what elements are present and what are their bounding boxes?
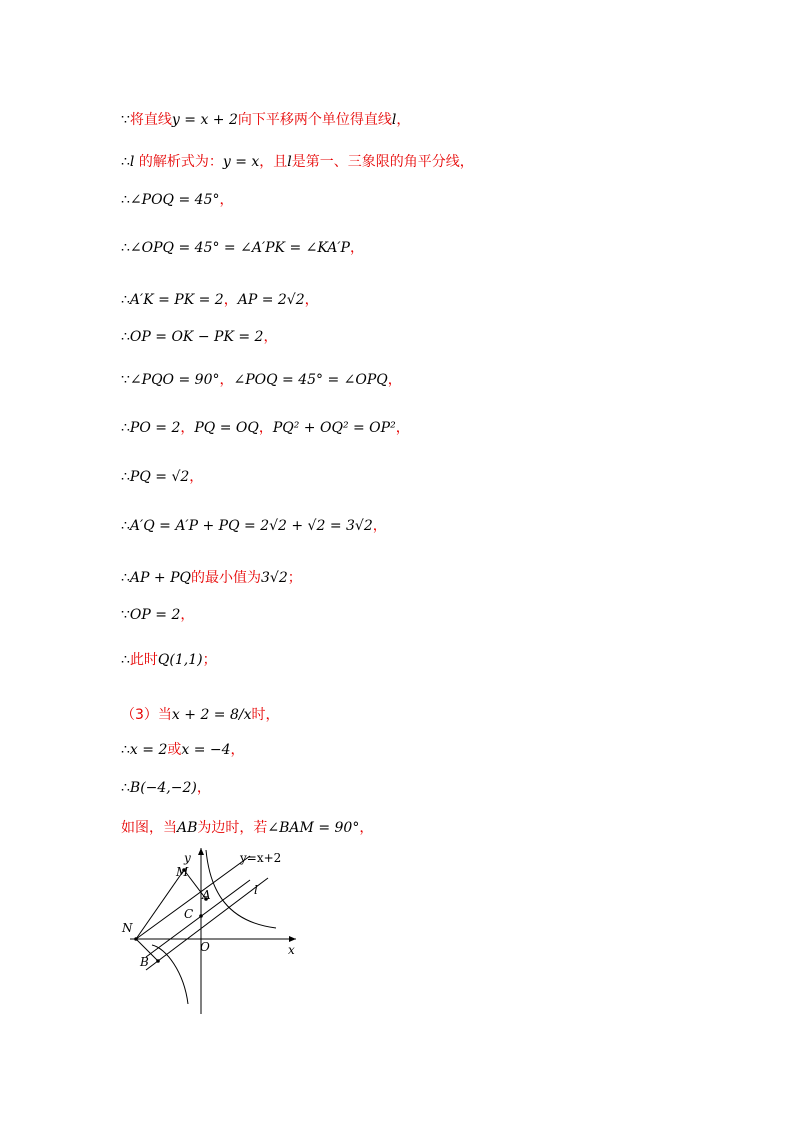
- logic-symbol: ∴: [121, 518, 130, 534]
- math-expression: PQ = OQ: [194, 420, 259, 436]
- math-expression: l: [129, 154, 135, 170]
- label-a: A: [202, 888, 211, 902]
- logic-symbol: ∴: [121, 154, 130, 170]
- math-expression: PQ² + OQ² = OP²: [272, 420, 396, 436]
- label-line-l: l: [254, 883, 258, 897]
- chinese-text: （3）当: [121, 707, 172, 723]
- chinese-text: 如图，当: [121, 820, 177, 836]
- math-expression: ∠BAM = 90°: [267, 820, 360, 836]
- logic-symbol: ∴: [121, 192, 130, 208]
- chinese-text: ，: [372, 518, 387, 534]
- math-expression: x + 2 = 8/x: [171, 707, 252, 723]
- text-line: [121, 605, 194, 625]
- math-expression: B(−4,−2): [129, 780, 197, 796]
- x-axis-arrow: [289, 936, 296, 942]
- chinese-text: ；: [287, 570, 302, 586]
- logic-symbol: ∴: [121, 292, 130, 308]
- logic-symbol: ∴: [121, 742, 130, 758]
- logic-symbol: ∴: [121, 240, 130, 256]
- chinese-text: 是第一、三象限的角平分线，: [291, 154, 474, 170]
- math-expression: ∠OPQ = 45° = ∠A′PK = ∠KA′P: [129, 240, 350, 256]
- math-expression: l: [287, 154, 292, 170]
- chinese-text: ，: [180, 420, 195, 436]
- text-line: [121, 740, 245, 760]
- math-expression: AB: [177, 820, 198, 836]
- text-line: [121, 290, 319, 310]
- chinese-text: ，: [304, 292, 319, 308]
- label-o: O: [200, 940, 210, 954]
- line-y-eq-x-plus-2: [136, 856, 250, 939]
- text-line: [121, 650, 217, 670]
- chinese-text: 的最小值为: [190, 570, 261, 586]
- math-expression: 3√2: [260, 570, 288, 586]
- text-line: [121, 568, 302, 588]
- chinese-text: 时，: [251, 707, 280, 723]
- math-expression: y = x + 2: [171, 112, 238, 128]
- math-expression: OP = 2: [129, 607, 181, 623]
- label-line-y-eq-x-plus-2: y=x+2: [240, 851, 282, 865]
- chinese-text: ，: [349, 240, 364, 256]
- logic-symbol: ∴: [121, 420, 130, 436]
- math-expression: A′Q = A′P + PQ = 2√2 + √2 = 3√2: [129, 518, 373, 534]
- chinese-text: ，: [219, 372, 234, 388]
- chinese-text: ，: [189, 469, 204, 485]
- logic-symbol: ∴: [121, 469, 130, 485]
- math-expression: A′K = PK = 2: [129, 292, 224, 308]
- hyperbola-branch-3: [152, 945, 188, 1004]
- math-expression: PO = 2: [129, 420, 181, 436]
- logic-symbol: ∵: [121, 372, 130, 388]
- label-b: B: [140, 955, 149, 969]
- chinese-text: ，: [180, 607, 195, 623]
- logic-symbol: ∵: [121, 112, 130, 128]
- text-line: [121, 516, 387, 536]
- logic-symbol: ∴: [121, 570, 130, 586]
- math-expression: ∠POQ = 45°: [129, 192, 220, 208]
- chinese-text: ，: [263, 329, 278, 345]
- text-line: [121, 327, 277, 347]
- chinese-text: ，: [196, 780, 211, 796]
- chinese-text: ，: [223, 292, 238, 308]
- label-c: C: [184, 907, 194, 921]
- text-line: [121, 190, 233, 210]
- math-expression: y = x: [222, 154, 260, 170]
- math-expression: l: [391, 112, 397, 128]
- point-n: [134, 937, 138, 941]
- math-expression: Q(1,1): [157, 652, 203, 668]
- text-line: [121, 418, 410, 438]
- math-expression: AP + PQ: [129, 570, 191, 586]
- text-line: [121, 370, 402, 390]
- chinese-text: ，: [395, 420, 410, 436]
- text-line: [121, 778, 211, 798]
- point-c: [199, 914, 203, 918]
- logic-symbol: ∴: [121, 652, 130, 668]
- text-line: [121, 238, 364, 258]
- label-n: N: [122, 921, 133, 935]
- math-expression: x = 2: [129, 742, 168, 758]
- chinese-text: ，: [258, 420, 273, 436]
- text-line: [121, 818, 373, 838]
- chinese-text: 为边时，若: [197, 820, 268, 836]
- chinese-text: ；: [202, 652, 217, 668]
- chinese-text: ，: [219, 192, 234, 208]
- text-line: [121, 705, 280, 725]
- chinese-text: ，: [396, 112, 411, 128]
- chinese-text: 将直线: [129, 112, 172, 128]
- chinese-text: ，且: [259, 154, 288, 170]
- label-x-axis: x: [288, 943, 295, 957]
- math-expression: ∠PQO = 90°: [129, 372, 220, 388]
- text-line: [121, 110, 410, 130]
- logic-symbol: ∴: [121, 329, 130, 345]
- math-expression: PQ = √2: [129, 469, 190, 485]
- line-through-a-b: [146, 880, 250, 957]
- chinese-text: 的解析式为：: [134, 154, 223, 170]
- chinese-text: ，: [387, 372, 402, 388]
- text-line: [121, 152, 474, 172]
- chinese-text: 向下平移两个单位得直线: [237, 112, 392, 128]
- math-expression: OP = OK − PK = 2: [129, 329, 264, 345]
- geometry-figure: [118, 842, 308, 1017]
- math-expression: AP = 2√2: [237, 292, 305, 308]
- label-m: M: [176, 865, 189, 879]
- y-axis-arrow: [198, 848, 204, 855]
- point-b: [156, 959, 160, 963]
- label-y-axis: y: [184, 851, 191, 865]
- segment-m-n: [136, 870, 184, 939]
- math-expression: ∠POQ = 45° = ∠OPQ: [233, 372, 388, 388]
- math-expression: x = −4: [181, 742, 231, 758]
- logic-symbol: ∴: [121, 780, 130, 796]
- chinese-text: 此时: [129, 652, 158, 668]
- logic-symbol: ∵: [121, 607, 130, 623]
- chinese-text: ，: [359, 820, 374, 836]
- text-line: [121, 467, 203, 487]
- chinese-text: 或: [167, 742, 182, 758]
- chinese-text: ，: [230, 742, 245, 758]
